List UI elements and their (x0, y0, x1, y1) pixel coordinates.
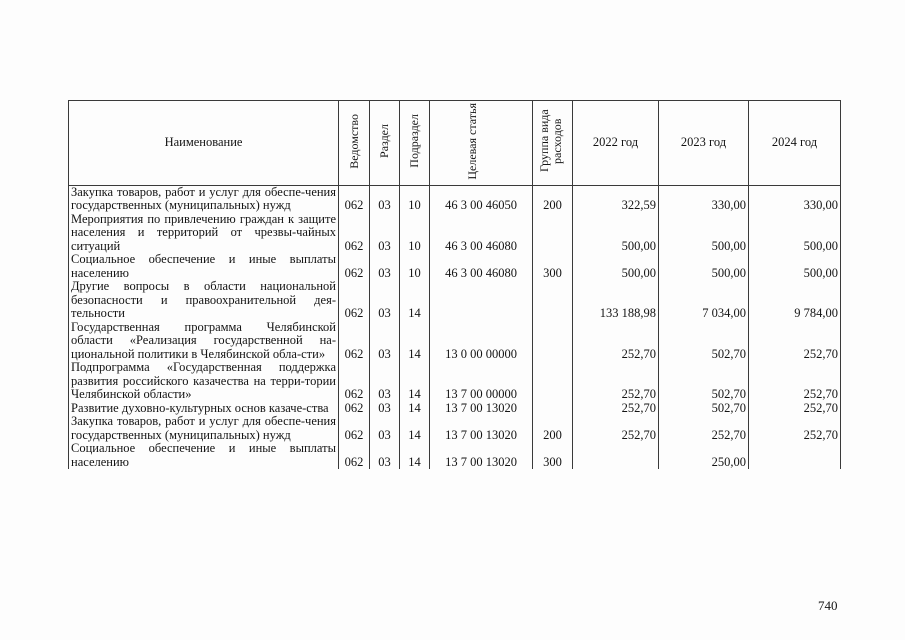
cell-celevaya: 46 3 00 46080 (430, 253, 533, 280)
table-row (69, 253, 841, 280)
cell-2023: 252,70 (659, 415, 749, 442)
cell-name: Закупка товаров, работ и услуг для обеспе-чения государственных (муниципальных) нужд (69, 185, 339, 213)
cell-2022: 252,70 (573, 402, 659, 416)
cell-gruppa: 200 (533, 415, 573, 442)
cell-2023: 7 034,00 (659, 280, 749, 321)
cell-2022: 133 188,98 (573, 280, 659, 321)
table-row (69, 185, 841, 213)
cell-razdel: 03 (370, 361, 400, 402)
cell-2022: 252,70 (573, 415, 659, 442)
header-podrazdel: Подраздел (400, 101, 430, 186)
header-2024: 2024 год (749, 101, 841, 186)
cell-name: Социальное обеспечение и иные выплаты населению (69, 253, 339, 280)
cell-celevaya: 13 7 00 13020 (430, 442, 533, 469)
cell-vedomstvo: 062 (339, 321, 370, 362)
cell-name: Подпрограмма «Государственная поддержка развития российского казачества на терри-тории Челябинской области» (69, 361, 339, 402)
cell-2022: 322,59 (573, 185, 659, 213)
cell-2024: 252,70 (749, 402, 841, 416)
cell-celevaya (430, 280, 533, 321)
cell-2024: 252,70 (749, 415, 841, 442)
cell-razdel: 03 (370, 185, 400, 213)
cell-celevaya: 46 3 00 46050 (430, 185, 533, 213)
cell-2023: 330,00 (659, 185, 749, 213)
table-row (69, 280, 841, 321)
cell-razdel: 03 (370, 442, 400, 469)
cell-celevaya: 13 7 00 00000 (430, 361, 533, 402)
cell-2022: 252,70 (573, 321, 659, 362)
table-header-row (69, 101, 841, 186)
cell-razdel: 03 (370, 280, 400, 321)
cell-celevaya: 13 7 00 13020 (430, 402, 533, 416)
cell-2024: 252,70 (749, 321, 841, 362)
cell-name: Государственная программа Челябинской области «Реализация государственной на-циональной политики в Челябинской обла-сти» (69, 321, 339, 362)
cell-2022 (573, 442, 659, 469)
cell-gruppa (533, 280, 573, 321)
cell-name: Мероприятия по привлечению граждан к защите населения и территорий от чрезвы-чайных ситуаций (69, 213, 339, 254)
budget-table (68, 100, 841, 469)
cell-gruppa: 300 (533, 253, 573, 280)
cell-2024: 252,70 (749, 361, 841, 402)
cell-2022: 500,00 (573, 253, 659, 280)
cell-celevaya: 46 3 00 46080 (430, 213, 533, 254)
cell-podrazdel: 14 (400, 415, 430, 442)
cell-2024: 330,00 (749, 185, 841, 213)
cell-gruppa: 200 (533, 185, 573, 213)
page-number: 740 (818, 598, 838, 613)
header-celevaya: Целевая статья (430, 101, 533, 186)
header-razdel: Раздел (370, 101, 400, 186)
cell-2022: 500,00 (573, 213, 659, 254)
cell-vedomstvo: 062 (339, 361, 370, 402)
table-row (69, 213, 841, 254)
cell-vedomstvo: 062 (339, 415, 370, 442)
header-2022: 2022 год (573, 101, 659, 186)
cell-podrazdel: 10 (400, 185, 430, 213)
cell-gruppa (533, 321, 573, 362)
cell-name: Развитие духовно-культурных основ казаче-ства (69, 402, 339, 416)
cell-2023: 502,70 (659, 361, 749, 402)
cell-razdel: 03 (370, 321, 400, 362)
table-row (69, 415, 841, 442)
cell-2024: 9 784,00 (749, 280, 841, 321)
cell-podrazdel: 10 (400, 213, 430, 254)
header-gruppa: Группа вида расходов (533, 101, 573, 186)
cell-razdel: 03 (370, 253, 400, 280)
cell-podrazdel: 10 (400, 253, 430, 280)
cell-vedomstvo: 062 (339, 442, 370, 469)
cell-2024: 500,00 (749, 213, 841, 254)
cell-podrazdel: 14 (400, 321, 430, 362)
cell-name: Социальное обеспечение и иные выплаты населению (69, 442, 339, 469)
table-row (69, 442, 841, 469)
cell-podrazdel: 14 (400, 280, 430, 321)
cell-2023: 502,70 (659, 402, 749, 416)
table-row (69, 321, 841, 362)
cell-vedomstvo: 062 (339, 402, 370, 416)
cell-razdel: 03 (370, 415, 400, 442)
cell-vedomstvo: 062 (339, 253, 370, 280)
table-row (69, 402, 841, 416)
cell-2024: 500,00 (749, 253, 841, 280)
cell-2023: 500,00 (659, 253, 749, 280)
header-name: Наименование (69, 101, 339, 186)
cell-celevaya: 13 0 00 00000 (430, 321, 533, 362)
cell-name: Закупка товаров, работ и услуг для обеспе-чения государственных (муниципальных) нужд (69, 415, 339, 442)
cell-vedomstvo: 062 (339, 280, 370, 321)
cell-gruppa (533, 361, 573, 402)
cell-vedomstvo: 062 (339, 213, 370, 254)
table-row (69, 361, 841, 402)
cell-podrazdel: 14 (400, 402, 430, 416)
cell-vedomstvo: 062 (339, 185, 370, 213)
cell-2022: 252,70 (573, 361, 659, 402)
cell-name: Другие вопросы в области национальной безопасности и правоохранительной дея-тельности (69, 280, 339, 321)
cell-celevaya: 13 7 00 13020 (430, 415, 533, 442)
header-2023: 2023 год (659, 101, 749, 186)
cell-podrazdel: 14 (400, 361, 430, 402)
cell-2023: 500,00 (659, 213, 749, 254)
cell-razdel: 03 (370, 402, 400, 416)
cell-gruppa (533, 402, 573, 416)
cell-2024 (749, 442, 841, 469)
cell-podrazdel: 14 (400, 442, 430, 469)
cell-2023: 502,70 (659, 321, 749, 362)
cell-gruppa: 300 (533, 442, 573, 469)
cell-2023: 250,00 (659, 442, 749, 469)
header-vedomstvo: Ведомство (339, 101, 370, 186)
cell-gruppa (533, 213, 573, 254)
cell-razdel: 03 (370, 213, 400, 254)
